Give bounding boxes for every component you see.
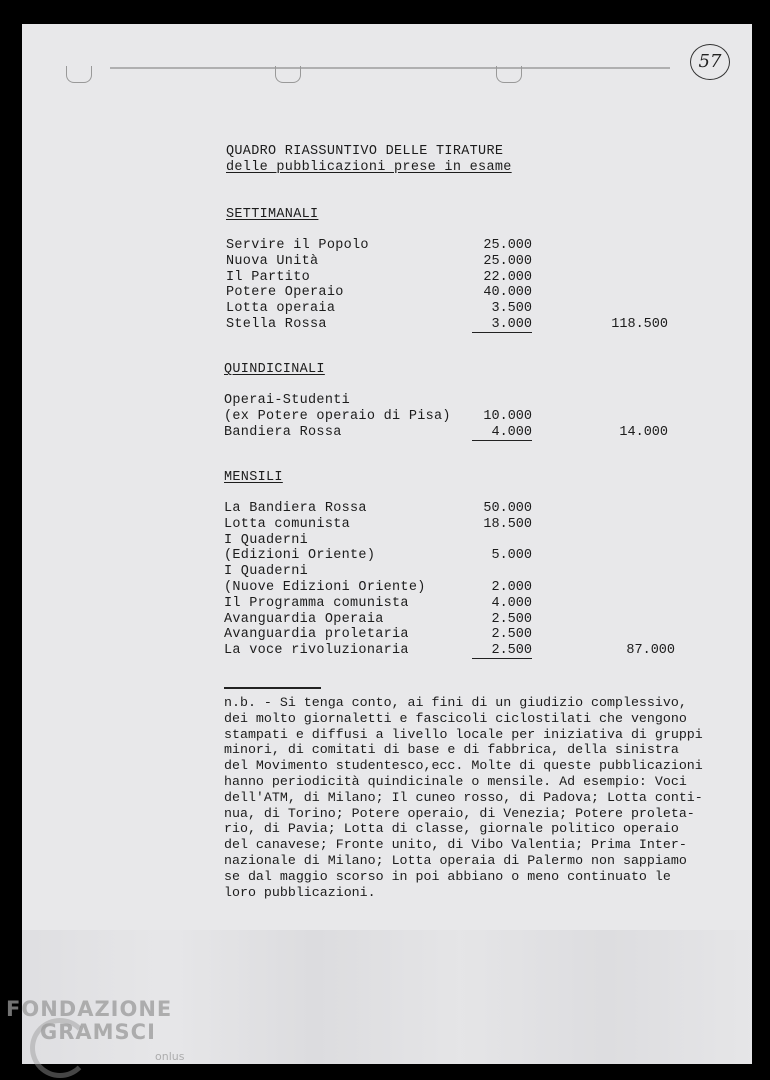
item-name: Potere Operaio (226, 285, 344, 301)
item-name: Operai-Studenti (224, 393, 351, 408)
section-heading-settimanali: SETTIMANALI (226, 207, 319, 222)
title-line2: delle pubblicazioni prese in esame (226, 160, 512, 175)
binder-clip (496, 66, 522, 83)
section-heading-quindicinali: QUINDICINALI (224, 362, 325, 377)
item-name: Lotta comunista (224, 516, 351, 532)
item-name: (ex Potere operaio di Pisa) (224, 408, 451, 424)
item-name: Il Partito (226, 269, 311, 285)
binder-line (110, 67, 670, 69)
page-number: 57 (690, 44, 730, 80)
item-name: (Edizioni Oriente) (224, 548, 376, 564)
item-name: (Nuove Edizioni Oriente) (224, 580, 426, 595)
item-value: 2.500 (491, 627, 532, 643)
item-value: 50.000 (483, 501, 532, 516)
item-value: 4.000 (472, 425, 532, 441)
item-name: Bandiera Rossa (224, 424, 342, 440)
item-name: I Quaderni (224, 564, 309, 580)
footnote-rule (224, 687, 321, 689)
item-value: 40.000 (483, 285, 532, 301)
total-settimanali: 118.500 (611, 317, 668, 332)
item-value: 22.000 (483, 269, 532, 285)
watermark-line1: FONDAZIONE (6, 997, 173, 1021)
total-mensili: 87.000 (626, 643, 675, 658)
watermark-line3: onlus (155, 1050, 185, 1063)
item-name: Avanguardia proletaria (224, 627, 409, 643)
watermark-line2: GRAMSCI (40, 1020, 156, 1044)
item-value: 18.500 (483, 516, 532, 532)
section-heading-mensili: MENSILI (224, 470, 283, 485)
item-value: 3.000 (472, 317, 532, 333)
item-name: Servire il Popolo (226, 238, 369, 253)
item-value: 10.000 (483, 408, 532, 424)
item-value: 25.000 (483, 253, 532, 269)
item-value: 3.500 (491, 301, 532, 317)
item-value: 2.500 (472, 643, 532, 659)
item-name: Lotta operaia (226, 301, 336, 317)
binder-clip (66, 66, 92, 83)
item-name: Nuova Unità (226, 253, 319, 269)
title-line1: QUADRO RIASSUNTIVO DELLE TIRATURE (226, 144, 504, 159)
item-name: Il Programma comunista (224, 595, 409, 611)
item-value: 5.000 (491, 548, 532, 564)
item-value: 25.000 (483, 238, 532, 253)
item-name: La voce rivoluzionaria (224, 643, 409, 659)
item-name: Stella Rossa (226, 317, 327, 332)
item-name: I Quaderni (224, 532, 309, 548)
item-value: 2.000 (491, 580, 532, 595)
item-name: Avanguardia Operaia (224, 611, 384, 627)
total-quindicinali: 14.000 (619, 425, 668, 440)
item-value: 2.500 (491, 611, 532, 627)
item-name: La Bandiera Rossa (224, 501, 367, 516)
footnote-text: n.b. - Si tenga conto, ai fini di un giudizio complessivo, dei molto giornaletti e fascicoli ciclostilati che vengono stampati e diffusi a livello locale per iniziativa di gruppi minori, di comitati di base e di fabbrica, della sinistra del Movimento studentesco,ecc. Molte di queste pubblicazioni hanno periodicità quindicinale o mensile. Ad esempio: Voci dell'ATM, di Milano; Il cuneo rosso, di Padova; Lotta conti- nua, di Torino; Potere operaio, di Venezia; Potere proleta- rio, di Pavia; Lotta di classe, giornale politico operaio del canavese; Fronte unito, di Vibo Valentia; Prima Inter- nazionale di Milano; Lotta operaia di Palermo non sappiamo se dal maggio scorso in poi abbiano o meno continuato le loro pubblicazioni. (224, 695, 703, 900)
binder-clip (275, 66, 301, 83)
item-value: 4.000 (491, 595, 532, 611)
document-page (22, 24, 752, 1064)
